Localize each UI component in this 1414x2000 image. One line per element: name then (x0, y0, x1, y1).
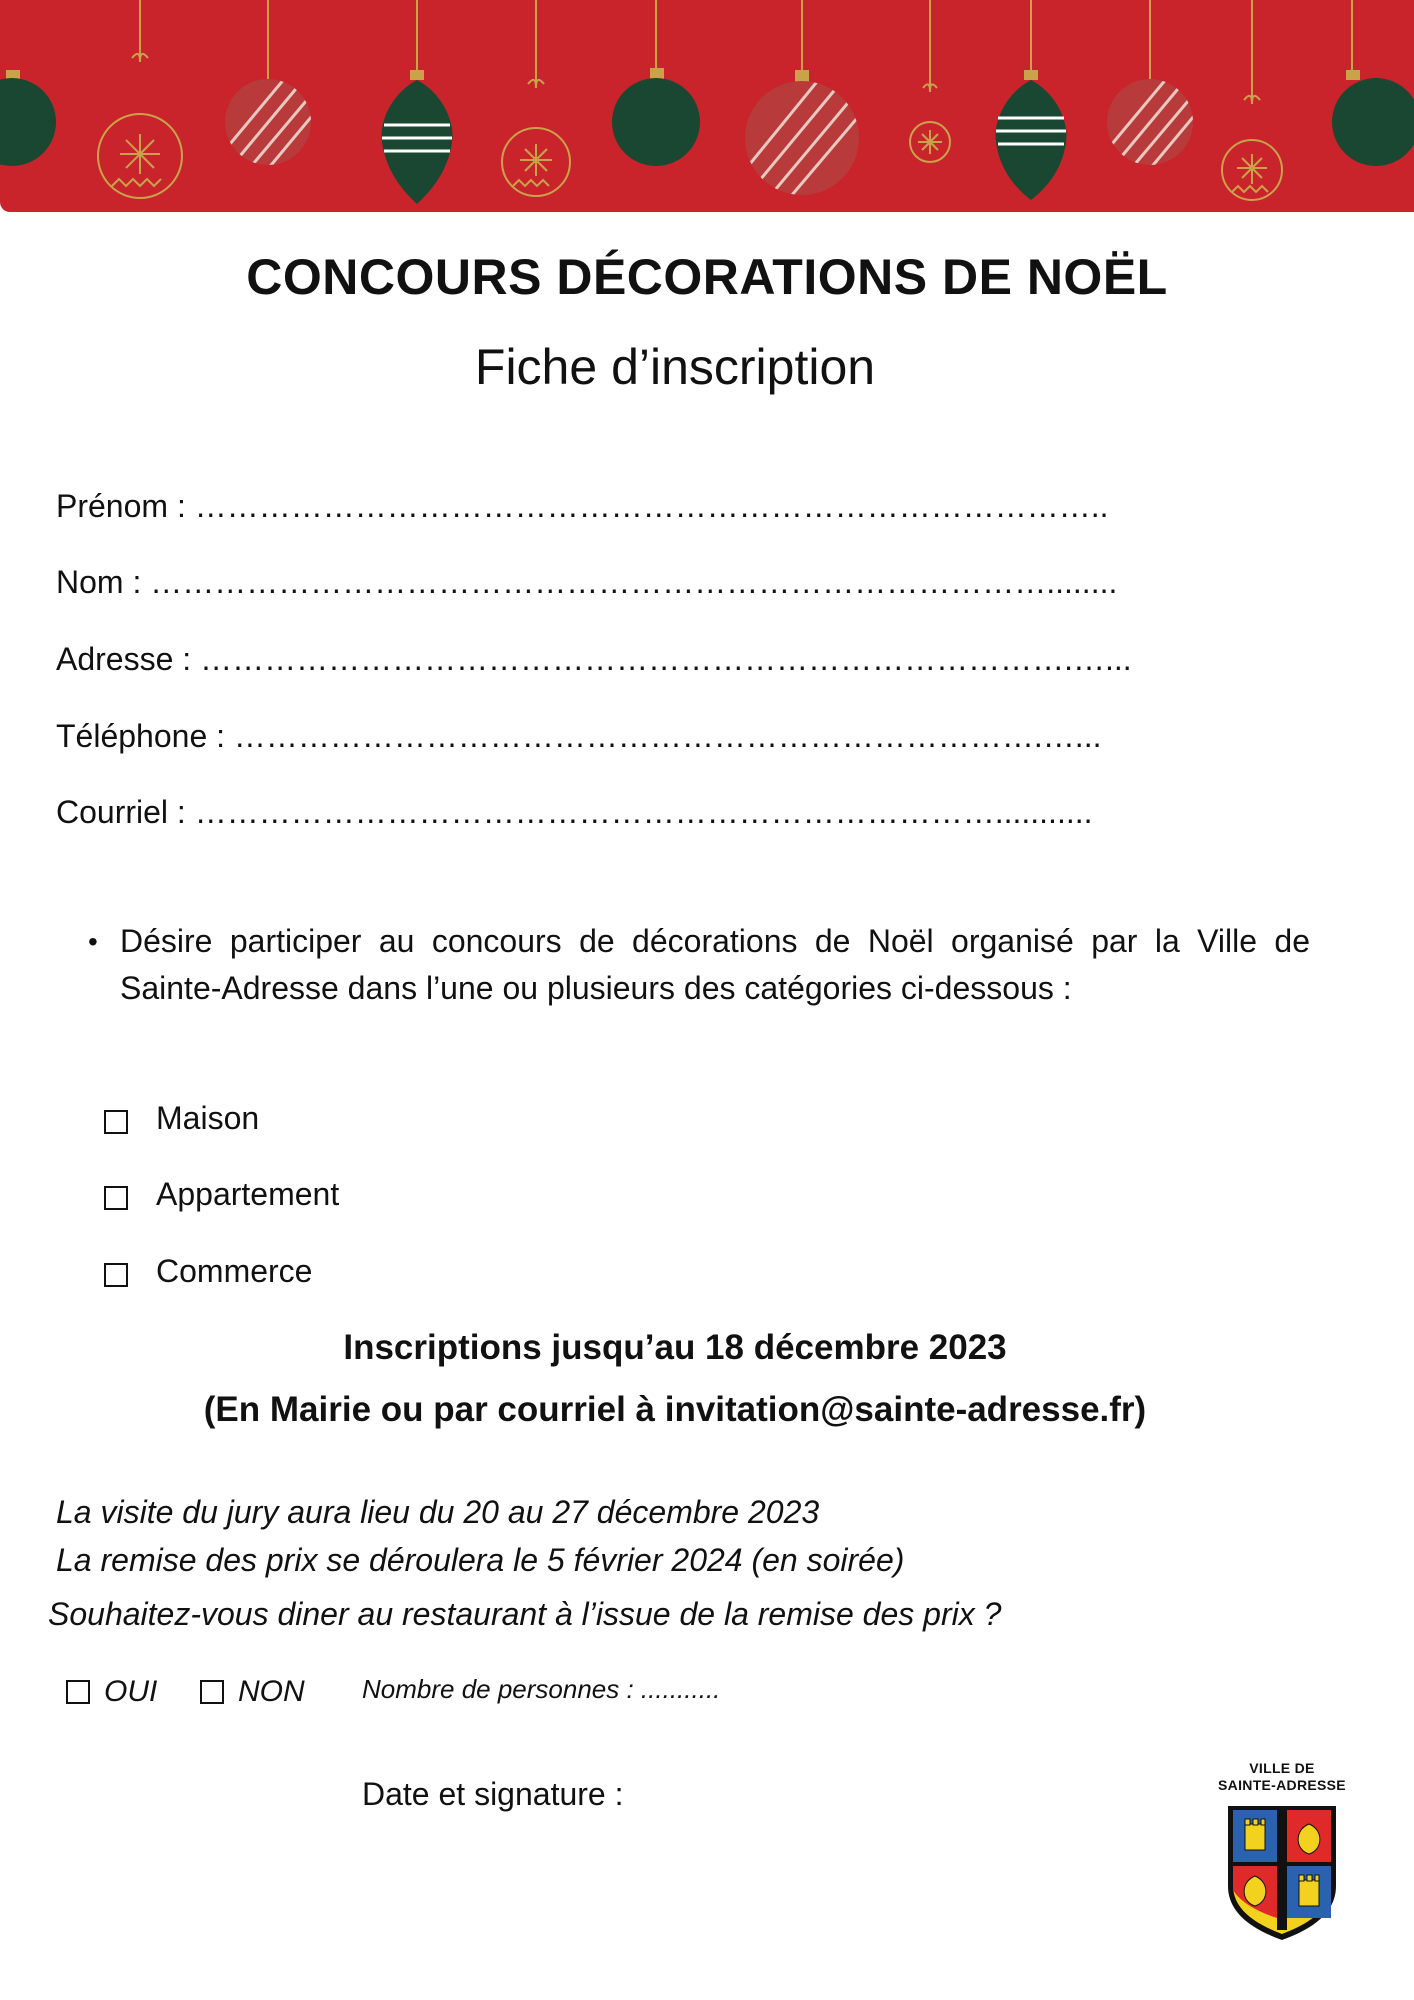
field-prenom-label: Prénom : (56, 488, 186, 524)
category-commerce[interactable] (104, 1253, 312, 1290)
ceremony-text: La remise des prix se déroulera le 5 février 2024 (en soirée) (56, 1542, 905, 1578)
signature-label: Date et signature : (362, 1776, 624, 1812)
field-adresse[interactable] (56, 641, 1132, 678)
option-non[interactable] (200, 1675, 305, 1709)
participation-text: Désire participer au concours de décorations de Noël organisé par la Ville de Sainte-Adresse dans l’une ou plusieurs des catégories ci-dessous : (120, 923, 1310, 1006)
field-courriel-label: Courriel : (56, 794, 186, 830)
page-title: CONCOURS DÉCORATIONS DE NOËL (246, 249, 1168, 305)
checkbox-oui[interactable] (66, 1680, 90, 1704)
header-banner (0, 0, 1414, 212)
field-telephone[interactable] (56, 718, 1101, 755)
category-maison[interactable] (104, 1100, 259, 1137)
bullet-dot: • (88, 926, 98, 957)
checkbox-commerce[interactable] (104, 1263, 128, 1287)
field-nom-label: Nom : (56, 564, 142, 600)
logo-line-1: VILLE DE (1249, 1760, 1315, 1776)
option-oui[interactable] (66, 1675, 157, 1709)
option-non-label: NON (238, 1675, 305, 1708)
field-prenom-line[interactable]: ………………………………………………………………………….. (194, 488, 1109, 524)
deadline-line: Inscriptions jusqu’au 18 décembre 2023 (343, 1328, 1007, 1367)
coat-of-arms-icon (1198, 1794, 1366, 1944)
checkbox-appartement[interactable] (104, 1186, 128, 1210)
ornaments-illustration (0, 0, 1414, 212)
participation-statement (88, 918, 1310, 1012)
dinner-question: Souhaitez-vous diner au restaurant à l’issue de la remise des prix ? (48, 1596, 1002, 1632)
field-nom-line[interactable]: …………………………………………………………………………........ (150, 564, 1118, 600)
checkbox-non[interactable] (200, 1680, 224, 1704)
category-commerce-label: Commerce (156, 1253, 313, 1289)
option-oui-label: OUI (104, 1675, 158, 1708)
jury-visit-text: La visite du jury aura lieu du 20 au 27 décembre 2023 (56, 1494, 820, 1530)
category-maison-label: Maison (156, 1100, 260, 1136)
deadline-contact: (En Mairie ou par courriel à invitation@sainte-adresse.fr) (203, 1390, 1147, 1429)
field-prenom[interactable] (56, 488, 1109, 525)
field-telephone-label: Téléphone : (56, 718, 226, 754)
page-subtitle: Fiche d’inscription (474, 339, 876, 395)
field-telephone-line[interactable]: ………………………………………………………………….…... (233, 718, 1102, 754)
checkbox-maison[interactable] (104, 1110, 128, 1134)
category-appartement[interactable] (104, 1176, 339, 1213)
people-count-field[interactable]: Nombre de personnes : ........... (362, 1674, 721, 1704)
field-courriel[interactable] (56, 794, 1093, 831)
category-appartement-label: Appartement (156, 1176, 340, 1212)
city-logo (1198, 1760, 1366, 1949)
field-courriel-line[interactable]: …………………………………………………………………........... (194, 794, 1093, 830)
logo-line-2: SAINTE-ADRESSE (1218, 1777, 1346, 1793)
field-adresse-label: Adresse : (56, 641, 192, 677)
field-adresse-line[interactable]: ……………………………………………………………………….…... (200, 641, 1132, 677)
field-nom[interactable] (56, 564, 1117, 601)
